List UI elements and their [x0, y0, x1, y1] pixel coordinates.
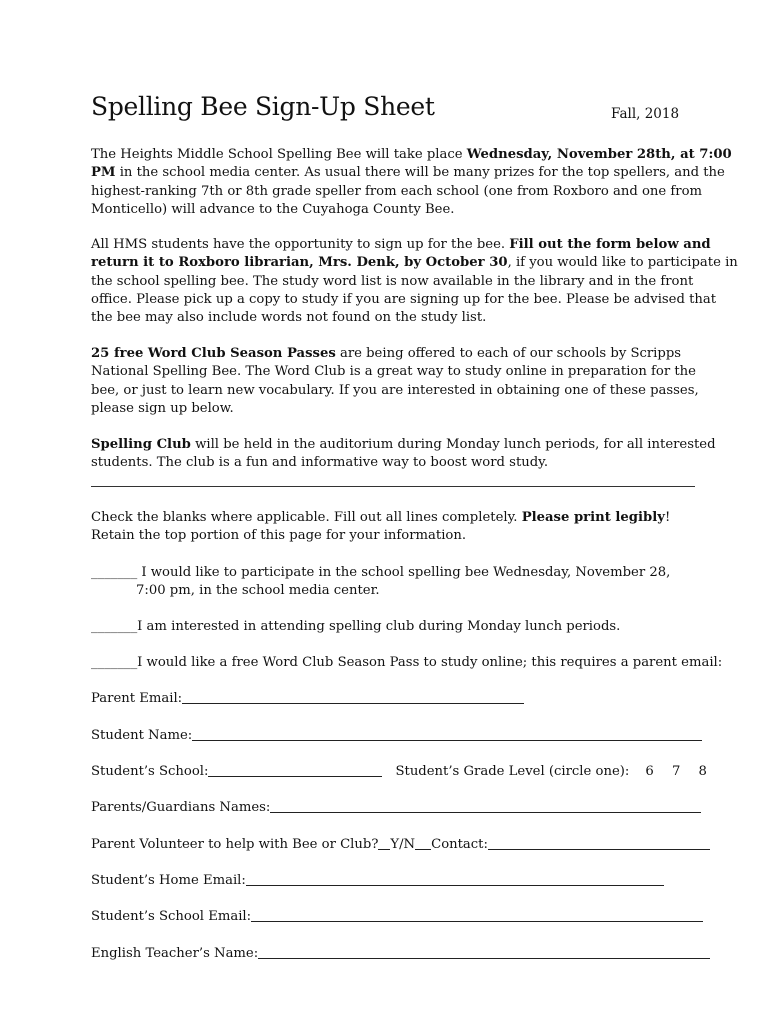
- text-run: All HMS students have the opportunity to sign up for the bee.: [91, 237, 510, 252]
- text-line: students. The club is a fun and informative way to boost word study.: [91, 455, 549, 471]
- volunteer-yn-field[interactable]: [378, 837, 390, 850]
- contact-field[interactable]: [488, 837, 710, 850]
- cut-line-divider: [91, 486, 695, 487]
- volunteer-answer-field[interactable]: [415, 837, 431, 850]
- grade-8-option[interactable]: 8: [698, 764, 707, 779]
- contact-label: Contact:: [431, 837, 488, 852]
- text-line: the bee may also include words not found on the study list.: [91, 310, 487, 326]
- word-club-paragraph: [91, 345, 703, 418]
- student-name-field[interactable]: [192, 728, 702, 741]
- teacher-row: [91, 946, 710, 961]
- student-school-row: [91, 764, 721, 779]
- parent-email-row: [91, 691, 524, 706]
- school-email-row: [91, 909, 703, 924]
- bold-passes: 25 free Word Club Season Passes: [91, 346, 336, 361]
- text-line: Retain the top portion of this page for your information.: [91, 528, 467, 544]
- bold-date: Wednesday, November 28th, at 7:00: [466, 147, 732, 162]
- school-email-field[interactable]: [251, 909, 703, 922]
- date-label: Fall, 2018: [611, 106, 680, 122]
- text-line: highest-ranking 7th or 8th grade speller from each school (one from Roxboro and one from: [91, 183, 703, 199]
- text-run: will be held in the auditorium during Monday lunch periods, for all interested: [190, 437, 716, 452]
- bold-instruction: Fill out the form below and: [509, 237, 711, 252]
- grade-6-option[interactable]: 6: [645, 764, 654, 779]
- text-line: office. Please pick up a copy to study if you are signing up for the bee. Please be advised that: [91, 291, 717, 307]
- text-run: in the school media center. As usual there will be many prizes for the top spellers, and the: [115, 165, 725, 181]
- grade-7-option[interactable]: 7: [671, 764, 681, 779]
- text-line: Monticello) will advance to the Cuyahoga County Bee.: [91, 201, 455, 217]
- parent-email-label: Parent Email:: [91, 691, 183, 706]
- participate-option[interactable]: [91, 564, 703, 601]
- home-email-field[interactable]: [246, 873, 664, 886]
- participate-checkline[interactable]: _______ I would like to participate in the school spelling bee Wednesday, November 28,: [91, 565, 671, 580]
- school-email-label: Student’s School Email:: [91, 909, 252, 924]
- text-run: !: [664, 510, 671, 525]
- bold-pm: PM: [91, 165, 116, 181]
- student-name-label: Student Name:: [91, 728, 193, 743]
- teacher-field[interactable]: [258, 946, 710, 959]
- bold-club: Spelling Club: [91, 437, 191, 452]
- yn-label: Y/N: [390, 837, 416, 852]
- intro-paragraph: [91, 146, 732, 219]
- spelling-club-paragraph: [91, 436, 716, 473]
- grade-level-label: Student’s Grade Level (circle one):: [395, 764, 630, 779]
- club-option[interactable]: _______I am interested in attending spelling club during Monday lunch periods.: [91, 619, 621, 634]
- participate-checkline-cont: 7:00 pm, in the school media center.: [136, 583, 380, 599]
- parents-names-field[interactable]: [270, 800, 701, 813]
- parent-email-field[interactable]: [182, 691, 524, 704]
- page-title: Spelling Bee Sign-Up Sheet: [91, 92, 435, 121]
- student-name-row: [91, 728, 702, 743]
- grade-options: [645, 764, 721, 779]
- text-line: bee, or just to learn new vocabulary. If you are interested in obtaining one of these passes,: [91, 382, 699, 398]
- pass-option[interactable]: _______I would like a free Word Club Season Pass to study online; this requires a parent email:: [91, 655, 723, 670]
- teacher-label: English Teacher’s Name:: [91, 946, 259, 961]
- text-run: , if you would like to participate in: [507, 255, 738, 271]
- home-email-row: [91, 873, 664, 888]
- text-line: please sign up below.: [91, 400, 234, 416]
- instructions: [91, 509, 703, 546]
- home-email-label: Student’s Home Email:: [91, 873, 246, 888]
- parents-names-label: Parents/Guardians Names:: [91, 800, 271, 815]
- bold-print-legibly: Please print legibly: [521, 510, 665, 525]
- text-line: the school spelling bee. The study word list is now available in the library and in the front: [91, 273, 694, 289]
- text-run: Check the blanks where applicable. Fill out all lines completely.: [91, 510, 522, 525]
- student-school-field[interactable]: [208, 764, 382, 777]
- student-school-label: Student’s School:: [91, 764, 209, 779]
- signup-paragraph: [91, 236, 738, 327]
- parents-names-row: [91, 800, 701, 815]
- text-run: The Heights Middle School Spelling Bee will take place: [91, 147, 467, 162]
- text-line: National Spelling Bee. The Word Club is a great way to study online in preparation for the: [91, 364, 696, 380]
- volunteer-row: [91, 837, 710, 852]
- volunteer-label: Parent Volunteer to help with Bee or Club?: [91, 837, 379, 852]
- bold-deadline: return it to Roxboro librarian, Mrs. Denk, by October 30: [91, 255, 508, 271]
- text-run: are being offered to each of our schools by Scripps: [335, 346, 682, 361]
